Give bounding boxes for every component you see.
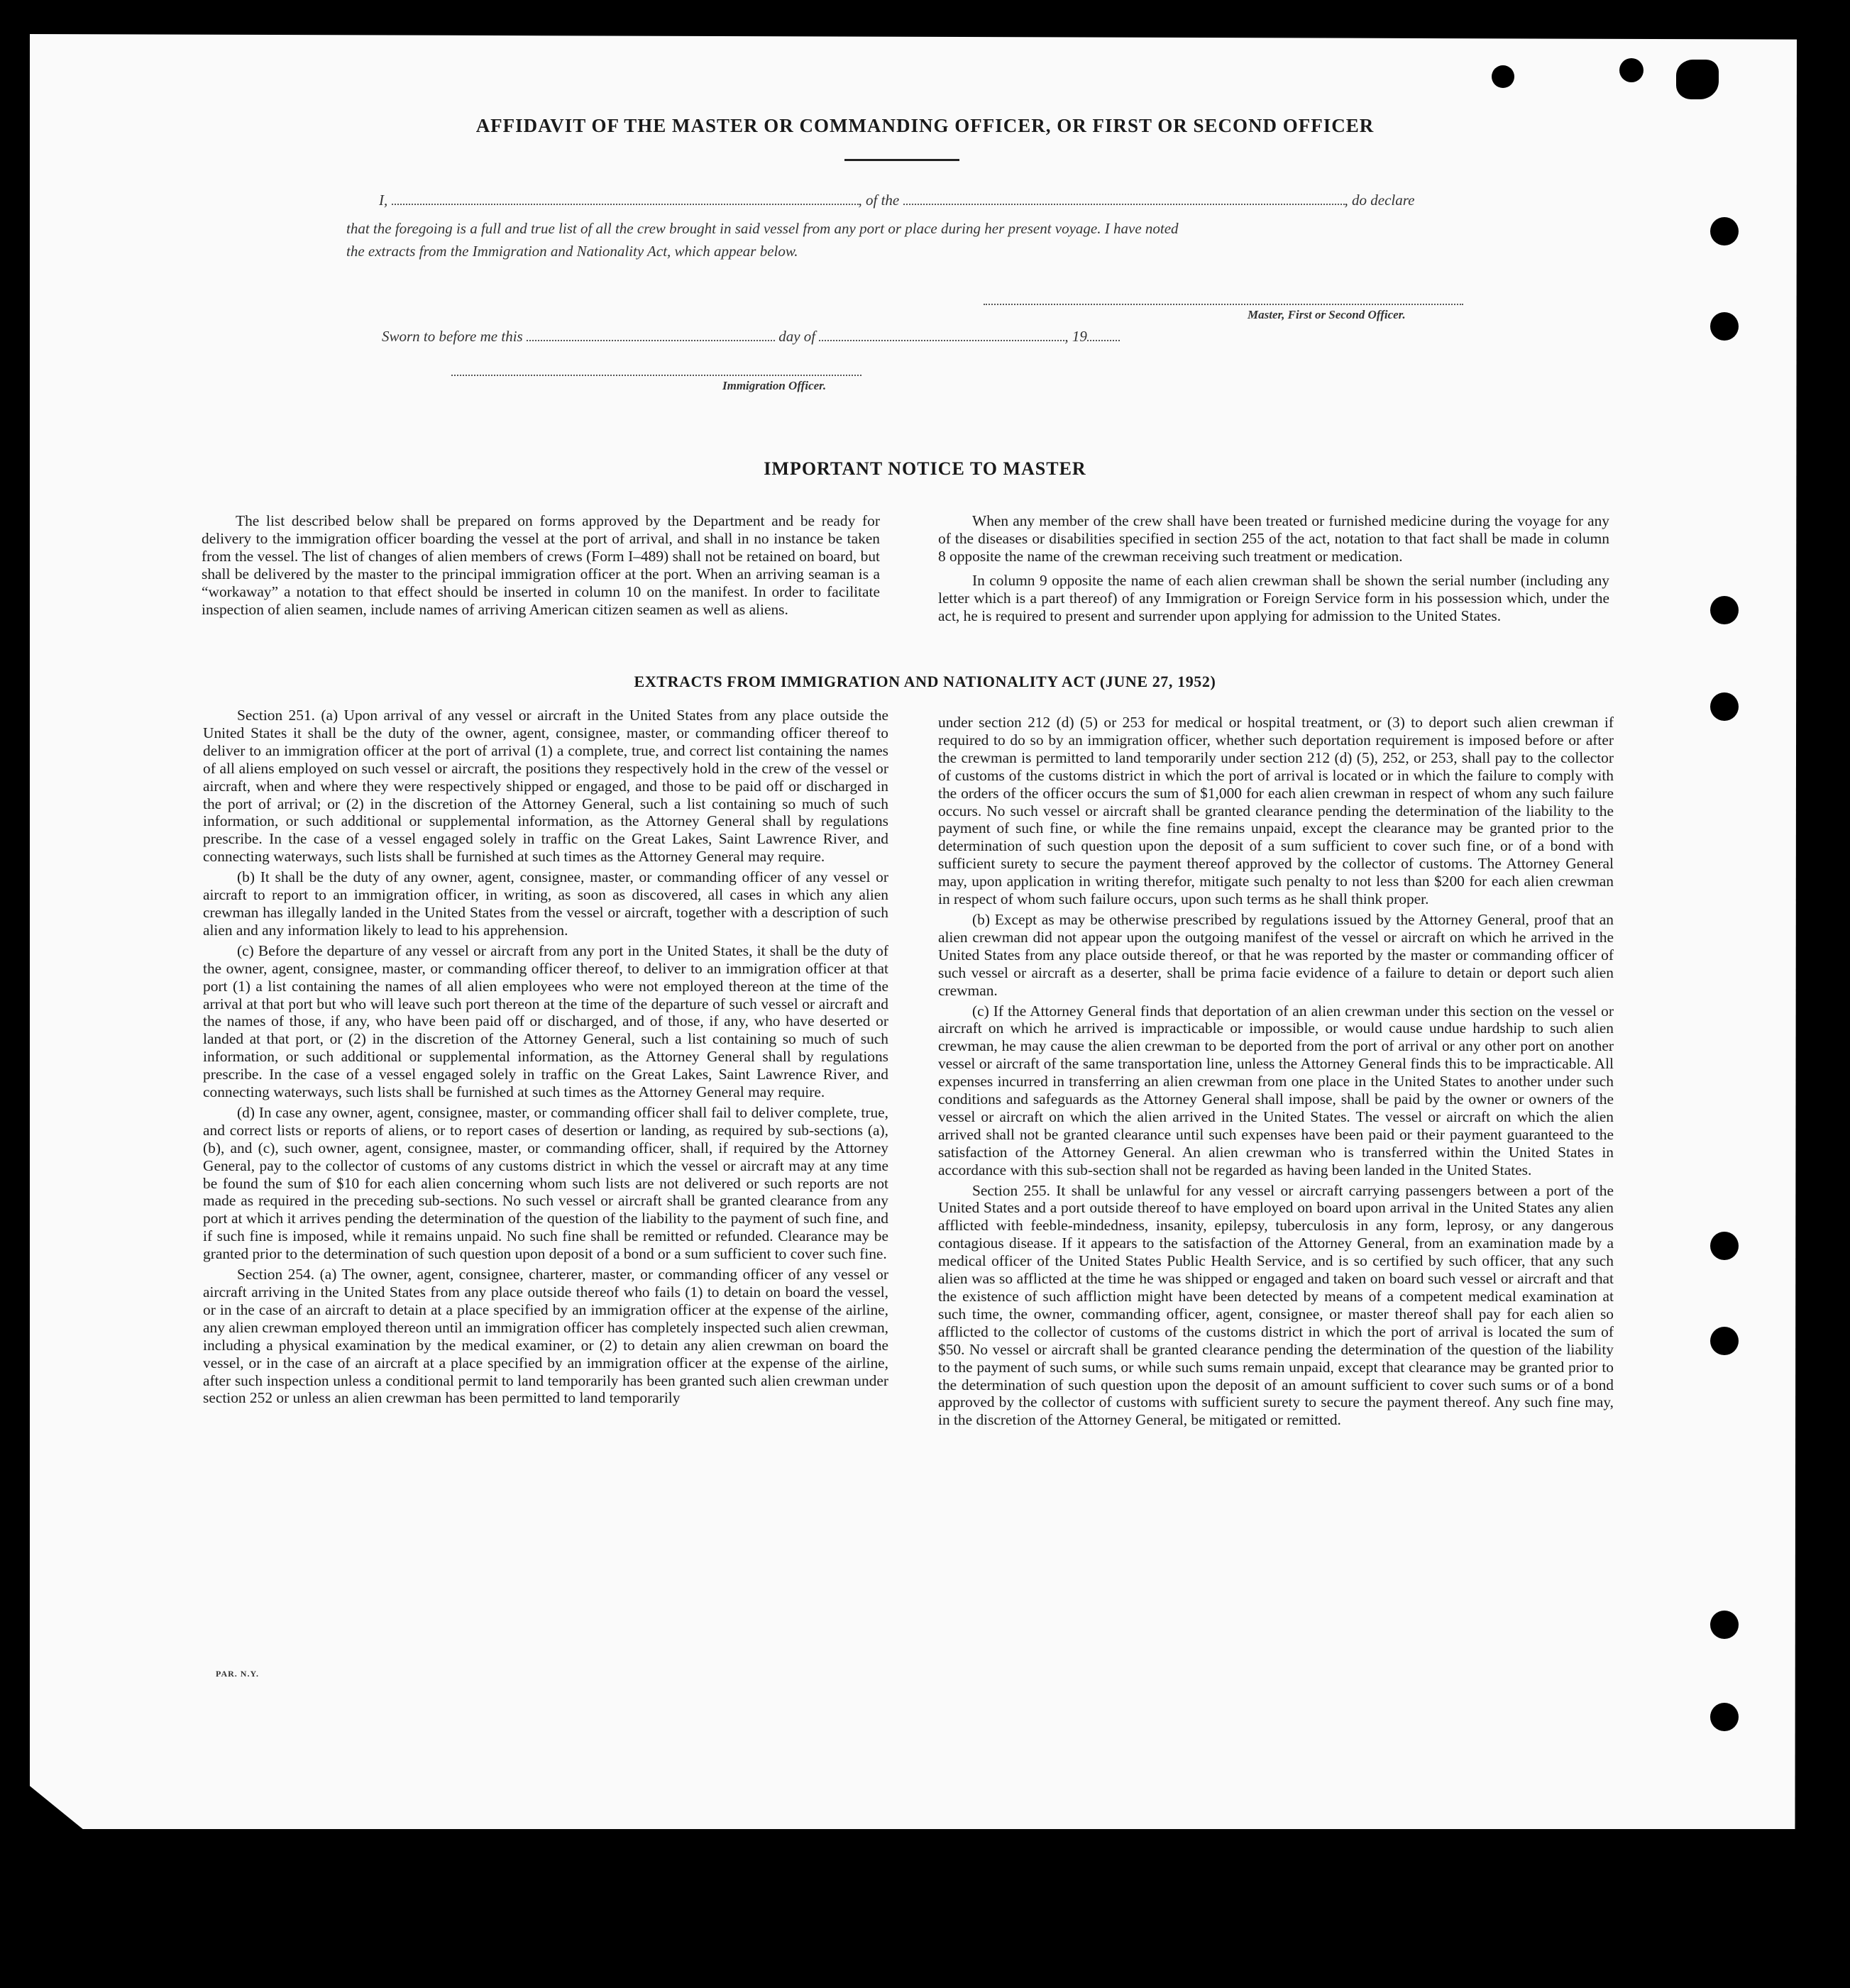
year-prefix: , 19 bbox=[1064, 328, 1087, 345]
master-signature-label: Master, First or Second Officer. bbox=[1248, 308, 1406, 321]
title-underline bbox=[844, 159, 959, 161]
notice-paragraph: In column 9 opposite the name of each alien crewman shall be shown the serial number (including any letter which is a part thereof) of any Immigration or Foreign Service form in his possession which, under the act, he is required to present and surrender upon applying for admission to the United States. bbox=[938, 571, 1609, 624]
printer-mark: PAR. N.Y. bbox=[216, 1669, 260, 1679]
extracts-left-column bbox=[203, 707, 888, 1410]
sworn-day-field[interactable] bbox=[527, 340, 775, 341]
act-section-254c: (c) If the Attorney General finds that deportation of an alien crewman under this section on the vessel or aircraft on which he arrived is impracticable or impossible, or would cause undue hardship to such alien crewman, he may cause the alien crewman to be deported from the port of arrival or any other port on another vessel or aircraft of the same transportation line, unless the Attorney General finds this to be impracticable. All expenses incurred in transferring an alien crewman from one place in the United States to another under such conditions and safeguards as the Attorney General shall impose, shall be paid by the owner or owners of the vessel or aircraft on which the alien arrived in the United States. The vessel or aircraft on which the alien arrived shall not be granted clearance until such expenses have been paid or their payment guaranteed to the satisfaction of the Attorney General. An alien crewman who is transferred within the United States in accordance with this sub-section shall not be regarded as having been landed in the United States. bbox=[938, 1002, 1614, 1178]
punch-hole bbox=[1710, 217, 1739, 245]
punch-hole bbox=[1676, 60, 1719, 99]
punch-hole bbox=[1710, 312, 1739, 341]
act-section-254a: Section 254. (a) The owner, agent, consignee, charterer, master, or commanding officer of any vessel or aircraft arriving in the United States from any place outside thereof who fails (1) to detain on board the vessel, or in the case of an aircraft to detain at a place specified by an immigration officer at the expense of the airline, any alien crewman employed thereon until an immigration officer has completely inspected such alien crewman, including a physical examination by the medical examiner, or (2) to detain any alien crewman on board the vessel, or in the case of an aircraft at a place specified by an immigration officer at the expense of the airline, after such inspection unless a conditional permit to land temporarily has been granted such alien crewman under section 252 or unless an alien crewman has been permitted to land temporarily bbox=[203, 1266, 888, 1407]
punch-hole bbox=[1710, 596, 1739, 624]
extracts-right-column bbox=[938, 714, 1614, 1432]
act-section-251a: Section 251. (a) Upon arrival of any vessel or aircraft in the United States from any place outside the United States it shall be the duty of the owner, agent, consignee, master, or commanding officer thereof to deliver to an immigration officer at the port of arrival (1) a complete, true, and correct list containing the names of all aliens employed on such vessel or aircraft, the positions they respectively hold in the crew of the vessel or aircraft, when and where they were respectively shipped or engaged, and those to be paid off or discharged in the port of arrival; or (2) in the discretion of the Attorney General, such a list containing so much of such information, or such additional or supplemental information, as the Attorney General shall by regulations prescribe. In the case of a vessel engaged solely in traffic on the Great Lakes, Saint Lawrence River, and connecting waterways, such lists shall be furnished at such times as the Attorney General may require. bbox=[203, 707, 888, 866]
vessel-name-field[interactable] bbox=[903, 204, 1345, 205]
sworn-month-field[interactable] bbox=[819, 340, 1064, 341]
sworn-line bbox=[382, 328, 1120, 346]
vessel-prefix: , of the bbox=[858, 192, 900, 209]
master-signature-field[interactable] bbox=[984, 304, 1463, 305]
declaration-text: the extracts from the Immigration and Nationality Act, which appear below. bbox=[346, 243, 798, 260]
affidavit-title: AFFIDAVIT OF THE MASTER OR COMMANDING OFFICER, OR FIRST OR SECOND OFFICER bbox=[475, 115, 1375, 136]
officer-signature-label: Immigration Officer. bbox=[722, 379, 827, 392]
notice-left-column bbox=[202, 512, 880, 624]
declarant-name-field[interactable] bbox=[392, 204, 859, 205]
declaration-line bbox=[379, 192, 1414, 209]
day-of-label: day of bbox=[778, 328, 816, 345]
punch-hole bbox=[1710, 1703, 1739, 1731]
punch-hole bbox=[1710, 1232, 1739, 1260]
act-section-254a-cont: under section 212 (d) (5) or 253 for medical or hospital treatment, or (3) to deport such alien crewman if required to do so by an immigration officer, whether such deportation requirement is imposed before or after the crewman is permitted to land temporarily under section 212 (d) (5), 252, or 253, shall pay to the collector of customs of the customs district in which the port of arrival is located or in which the failure to comply with the orders of the officer occurs the sum of $1,000 for each alien crewman in respect of whom any such failure occurs. No such vessel or aircraft shall be granted clearance pending the determination of the liability to the payment of such fine, or while the fine remains unpaid, except the clearance may be granted prior to the determination of such question upon the deposit of a sum sufficient to cover such fine, or of a bond with sufficient surety to secure the payment thereof approved by the collector of customs. The Attorney General may, upon application in writing therefor, mitigate such penalty to not less than $200 for each alien crewman in respect of whom such failure occurs, upon such terms as he shall think proper. bbox=[938, 714, 1614, 908]
act-section-255: Section 255. It shall be unlawful for any vessel or aircraft carrying passengers between a port of the United States and a port outside thereof to have employed on board upon arrival in the United States any alien afflicted with feeble-mindedness, insanity, epilepsy, tuberculosis in any form, leprosy, or any dangerous contagious disease. If it appears to the satisfaction of the Attorney General, from an examination made by a medical officer of the United States Public Health Service, and is so certified by such officer, that any such alien was so afflicted at the time he was shipped or engaged and taken on board such vessel or aircraft and that the existence of such affliction might have been detected by means of a competent medical examination at such time, the owner, commanding officer, agent, consignee, or master thereof shall pay for each alien so afflicted to the collector of customs of the customs district in which the port of arrival is located the sum of $50. No vessel or aircraft shall be granted clearance pending the determination of the question of the liability to the payment of such sums, or while such sums remain unpaid, except that clearance may be granted prior to the determination of such question upon the deposit of an amount sufficient to cover such sums or of a bond approved by the collector of customs with sufficient surety to secure the payment thereof. Any such fine may, in the discretion of the Attorney General, be mitigated or remitted. bbox=[938, 1181, 1614, 1429]
extracts-title: EXTRACTS FROM IMMIGRATION AND NATIONALITY ACT (JUNE 27, 1952) bbox=[634, 673, 1216, 690]
notice-paragraph: When any member of the crew shall have been treated or furnished medicine during the voyage for any of the diseases or disabilities specified in section 255 of the act, notation to that fact shall be made in column 8 opposite the name of the crewman receiving such treatment or medication. bbox=[938, 512, 1609, 565]
sworn-year-field[interactable] bbox=[1087, 340, 1120, 341]
act-section-251d: (d) In case any owner, agent, consignee, master, or commanding officer shall fail to deliver complete, true, and correct lists or reports of aliens, or to report cases of desertion or landing, as required by sub-sections (a), (b), and (c), such owner, agent, consignee, master, or commanding officer, shall, if required by the Attorney General, pay to the collector of customs of any customs district in which the vessel or aircraft may at any time be found the sum of $10 for each alien concerning whom such lists are not delivered or such reports are not made as required in the preceding sub-sections. No such vessel or aircraft shall be granted clearance from any port at which it arrives pending the determination of the question of the liability to the payment of such fine, and if such fine is imposed, while it remains unpaid. No such fine shall be remitted or refunded. Clearance may be granted prior to the determination of such question upon deposit of a bond or a sum sufficient to cover such fine. bbox=[203, 1103, 888, 1263]
officer-signature-field[interactable] bbox=[451, 375, 861, 376]
sworn-prefix: Sworn to before me this bbox=[382, 328, 523, 345]
notice-paragraph: The list described below shall be prepared on forms approved by the Department and be ready for delivery to the immigration officer boarding the vessel at the port of arrival, and shall in no instance be taken from the vessel. The list of changes of alien members of crews (Form I–489) shall not be retained on board, but shall be delivered by the master to the principal immigration officer at the port. When an arriving seaman is a “workaway” a notation to that effect should be inserted in column 10 on the manifest. In order to facilitate inspection of alien seamen, include names of arriving American citizen seamen as well as aliens. bbox=[202, 512, 880, 618]
act-section-251b: (b) It shall be the duty of any owner, agent, consignee, master, or commanding officer of any vessel or aircraft to report to an immigration officer, in writing, as soon as discovered, all cases in which any alien crewman has illegally landed in the United States from the vessel or aircraft, together with a description of such alien and any information likely to lead to his apprehension. bbox=[203, 868, 888, 939]
punch-hole bbox=[1619, 58, 1643, 82]
notice-title: IMPORTANT NOTICE TO MASTER bbox=[764, 458, 1086, 479]
punch-hole bbox=[1710, 692, 1739, 721]
declare-suffix: , do declare bbox=[1344, 192, 1415, 209]
notice-right-column bbox=[938, 512, 1609, 631]
declaration-text: that the foregoing is a full and true list of all the crew brought in said vessel from any port or place during her present voyage. I have noted bbox=[346, 220, 1179, 237]
punch-hole bbox=[1710, 1611, 1739, 1639]
act-section-251c: (c) Before the departure of any vessel or aircraft from any port in the United States, it shall be the duty of the owner, agent, consignee, master, or commanding officer thereof, to deliver to an immigration officer at that port (1) a list containing the names of all alien employees who were not employed thereon at the time of the arrival at that port but who will leave such port thereon at the time of the departure of such vessel or aircraft and the names of those, if any, who have been paid off or discharged, and of those, if any, who have deserted or landed at that port, or (2) in the discretion of the Attorney General, such a list containing so much of such information, or such additional or supplemental information, as the Attorney General shall by regulations prescribe. In the case of a vessel engaged solely in traffic on the Great Lakes, Saint Lawrence River, and connecting waterways, such lists shall be furnished at such times as the Attorney General may require. bbox=[203, 941, 888, 1101]
act-section-254b: (b) Except as may be otherwise prescribed by regulations issued by the Attorney General, proof that an alien crewman did not appear upon the outgoing manifest of the vessel or aircraft on which he arrived in the United States from any place outside thereof, or that he was reported by the master or commanding officer of such vessel or aircraft as a deserter, shall be prima facie evidence of a failure to detain or deport such alien crewman. bbox=[938, 910, 1614, 999]
declarant-prefix: I, bbox=[379, 192, 388, 209]
punch-hole bbox=[1710, 1327, 1739, 1355]
punch-hole bbox=[1492, 65, 1514, 88]
